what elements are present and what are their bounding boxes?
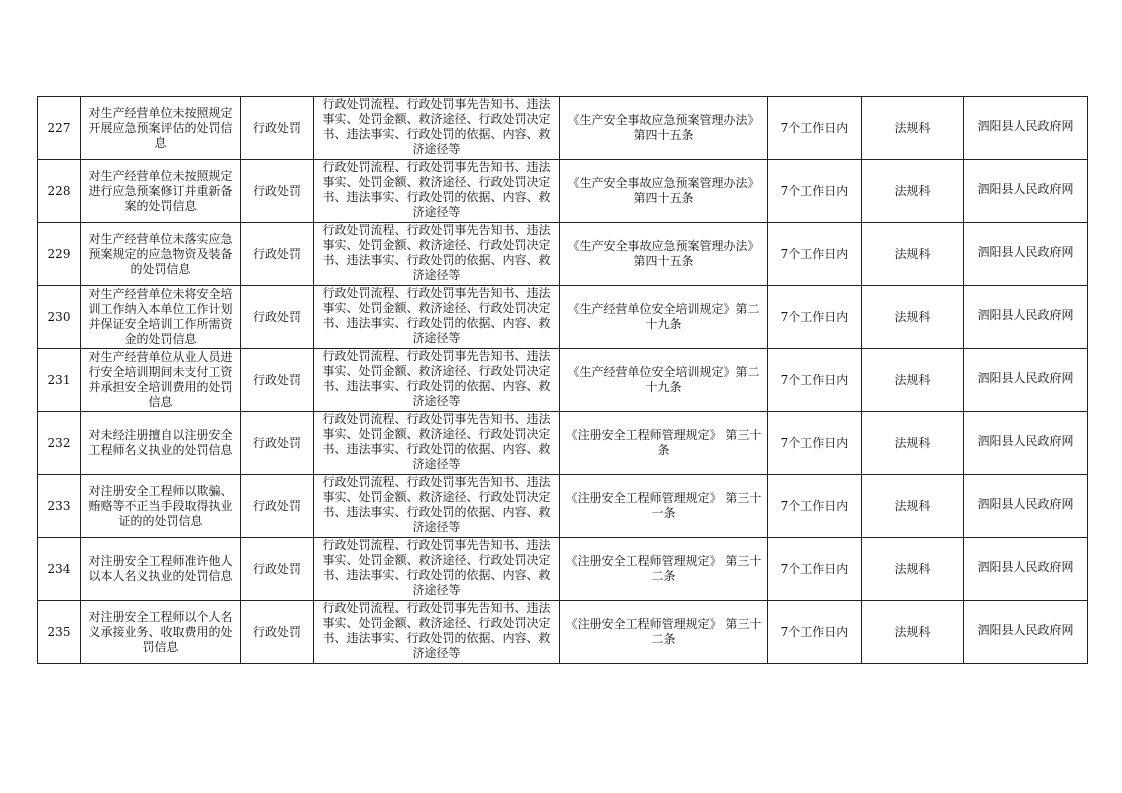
responsible-department-cell: 法规科	[862, 223, 964, 286]
legal-basis-cell: 《生产安全事故应急预案管理办法》第四十五条	[560, 97, 768, 160]
responsible-department-cell: 法规科	[862, 286, 964, 349]
disclosure-content-cell: 行政处罚流程、行政处罚事先告知书、违法事实、处罚金额、救济途径、行政处罚决定书、违法事实、行政处罚的依据、内容、救济途径等	[314, 223, 560, 286]
table-row	[38, 223, 1088, 286]
legal-basis-cell: 《生产安全事故应急预案管理办法》第四十五条	[560, 160, 768, 223]
table-row	[38, 475, 1088, 538]
time-limit-cell: 7个工作日内	[768, 412, 862, 475]
disclosure-content-cell: 行政处罚流程、行政处罚事先告知书、违法事实、处罚金额、救济途径、行政处罚决定书、违法事实、行政处罚的依据、内容、救济途径等	[314, 160, 560, 223]
row-number-cell: 232	[38, 412, 81, 475]
row-number-cell: 230	[38, 286, 81, 349]
item-name-cell: 对生产经营单位未按照规定开展应急预案评估的处罚信息	[81, 97, 241, 160]
disclosure-channel-cell: 泗阳县人民政府网	[964, 475, 1088, 538]
item-name-cell: 对注册安全工程师准许他人以本人名义执业的处罚信息	[81, 538, 241, 601]
disclosure-channel-cell: 泗阳县人民政府网	[964, 349, 1088, 412]
time-limit-cell: 7个工作日内	[768, 475, 862, 538]
table-row	[38, 601, 1088, 664]
row-number-cell: 233	[38, 475, 81, 538]
item-category-cell: 行政处罚	[241, 475, 314, 538]
item-category-cell: 行政处罚	[241, 601, 314, 664]
item-name-cell: 对未经注册擅自以注册安全工程师名义执业的处罚信息	[81, 412, 241, 475]
time-limit-cell: 7个工作日内	[768, 223, 862, 286]
responsible-department-cell: 法规科	[862, 160, 964, 223]
legal-basis-cell: 《注册安全工程师管理规定》 第三十二条	[560, 538, 768, 601]
responsible-department-cell: 法规科	[862, 97, 964, 160]
disclosure-content-cell: 行政处罚流程、行政处罚事先告知书、违法事实、处罚金额、救济途径、行政处罚决定书、违法事实、行政处罚的依据、内容、救济途径等	[314, 601, 560, 664]
legal-basis-cell: 《生产经营单位安全培训规定》第二十九条	[560, 349, 768, 412]
time-limit-cell: 7个工作日内	[768, 97, 862, 160]
disclosure-channel-cell: 泗阳县人民政府网	[964, 223, 1088, 286]
responsible-department-cell: 法规科	[862, 601, 964, 664]
row-number-cell: 227	[38, 97, 81, 160]
disclosure-content-cell: 行政处罚流程、行政处罚事先告知书、违法事实、处罚金额、救济途径、行政处罚决定书、违法事实、行政处罚的依据、内容、救济途径等	[314, 475, 560, 538]
legal-basis-cell: 《生产安全事故应急预案管理办法》第四十五条	[560, 223, 768, 286]
disclosure-channel-cell: 泗阳县人民政府网	[964, 538, 1088, 601]
item-name-cell: 对生产经营单位未落实应急预案规定的应急物资及装备的处罚信息	[81, 223, 241, 286]
row-number-cell: 229	[38, 223, 81, 286]
time-limit-cell: 7个工作日内	[768, 601, 862, 664]
responsible-department-cell: 法规科	[862, 349, 964, 412]
table-row	[38, 412, 1088, 475]
disclosure-channel-cell: 泗阳县人民政府网	[964, 412, 1088, 475]
time-limit-cell: 7个工作日内	[768, 349, 862, 412]
item-name-cell: 对生产经营单位未按照规定进行应急预案修订并重新备案的处罚信息	[81, 160, 241, 223]
responsible-department-cell: 法规科	[862, 475, 964, 538]
disclosure-table	[37, 96, 1088, 664]
item-name-cell: 对注册安全工程师以欺骗、贿赂等不正当手段取得执业证的的处罚信息	[81, 475, 241, 538]
item-category-cell: 行政处罚	[241, 97, 314, 160]
disclosure-content-cell: 行政处罚流程、行政处罚事先告知书、违法事实、处罚金额、救济途径、行政处罚决定书、违法事实、行政处罚的依据、内容、救济途径等	[314, 538, 560, 601]
disclosure-content-cell: 行政处罚流程、行政处罚事先告知书、违法事实、处罚金额、救济途径、行政处罚决定书、违法事实、行政处罚的依据、内容、救济途径等	[314, 97, 560, 160]
item-name-cell: 对生产经营单位未将安全培训工作纳入本单位工作计划并保证安全培训工作所需资金的处罚信息	[81, 286, 241, 349]
row-number-cell: 235	[38, 601, 81, 664]
legal-basis-cell: 《注册安全工程师管理规定》 第三十二条	[560, 601, 768, 664]
time-limit-cell: 7个工作日内	[768, 160, 862, 223]
table-body	[38, 97, 1088, 664]
table-row	[38, 286, 1088, 349]
item-category-cell: 行政处罚	[241, 160, 314, 223]
disclosure-channel-cell: 泗阳县人民政府网	[964, 160, 1088, 223]
time-limit-cell: 7个工作日内	[768, 538, 862, 601]
table-row	[38, 349, 1088, 412]
item-category-cell: 行政处罚	[241, 286, 314, 349]
disclosure-content-cell: 行政处罚流程、行政处罚事先告知书、违法事实、处罚金额、救济途径、行政处罚决定书、违法事实、行政处罚的依据、内容、救济途径等	[314, 286, 560, 349]
time-limit-cell: 7个工作日内	[768, 286, 862, 349]
item-name-cell: 对注册安全工程师以个人名义承接业务、收取费用的处罚信息	[81, 601, 241, 664]
legal-basis-cell: 《注册安全工程师管理规定》 第三十条	[560, 412, 768, 475]
legal-basis-cell: 《注册安全工程师管理规定》 第三十一条	[560, 475, 768, 538]
disclosure-channel-cell: 泗阳县人民政府网	[964, 286, 1088, 349]
item-category-cell: 行政处罚	[241, 412, 314, 475]
item-category-cell: 行政处罚	[241, 223, 314, 286]
item-category-cell: 行政处罚	[241, 349, 314, 412]
disclosure-channel-cell: 泗阳县人民政府网	[964, 97, 1088, 160]
row-number-cell: 231	[38, 349, 81, 412]
row-number-cell: 234	[38, 538, 81, 601]
item-category-cell: 行政处罚	[241, 538, 314, 601]
table-row	[38, 538, 1088, 601]
item-name-cell: 对生产经营单位从业人员进行安全培训期间未支付工资并承担安全培训费用的处罚信息	[81, 349, 241, 412]
legal-basis-cell: 《生产经营单位安全培训规定》第二十九条	[560, 286, 768, 349]
disclosure-content-cell: 行政处罚流程、行政处罚事先告知书、违法事实、处罚金额、救济途径、行政处罚决定书、违法事实、行政处罚的依据、内容、救济途径等	[314, 412, 560, 475]
row-number-cell: 228	[38, 160, 81, 223]
table-row	[38, 160, 1088, 223]
disclosure-content-cell: 行政处罚流程、行政处罚事先告知书、违法事实、处罚金额、救济途径、行政处罚决定书、违法事实、行政处罚的依据、内容、救济途径等	[314, 349, 560, 412]
responsible-department-cell: 法规科	[862, 538, 964, 601]
disclosure-channel-cell: 泗阳县人民政府网	[964, 601, 1088, 664]
table-row	[38, 97, 1088, 160]
responsible-department-cell: 法规科	[862, 412, 964, 475]
